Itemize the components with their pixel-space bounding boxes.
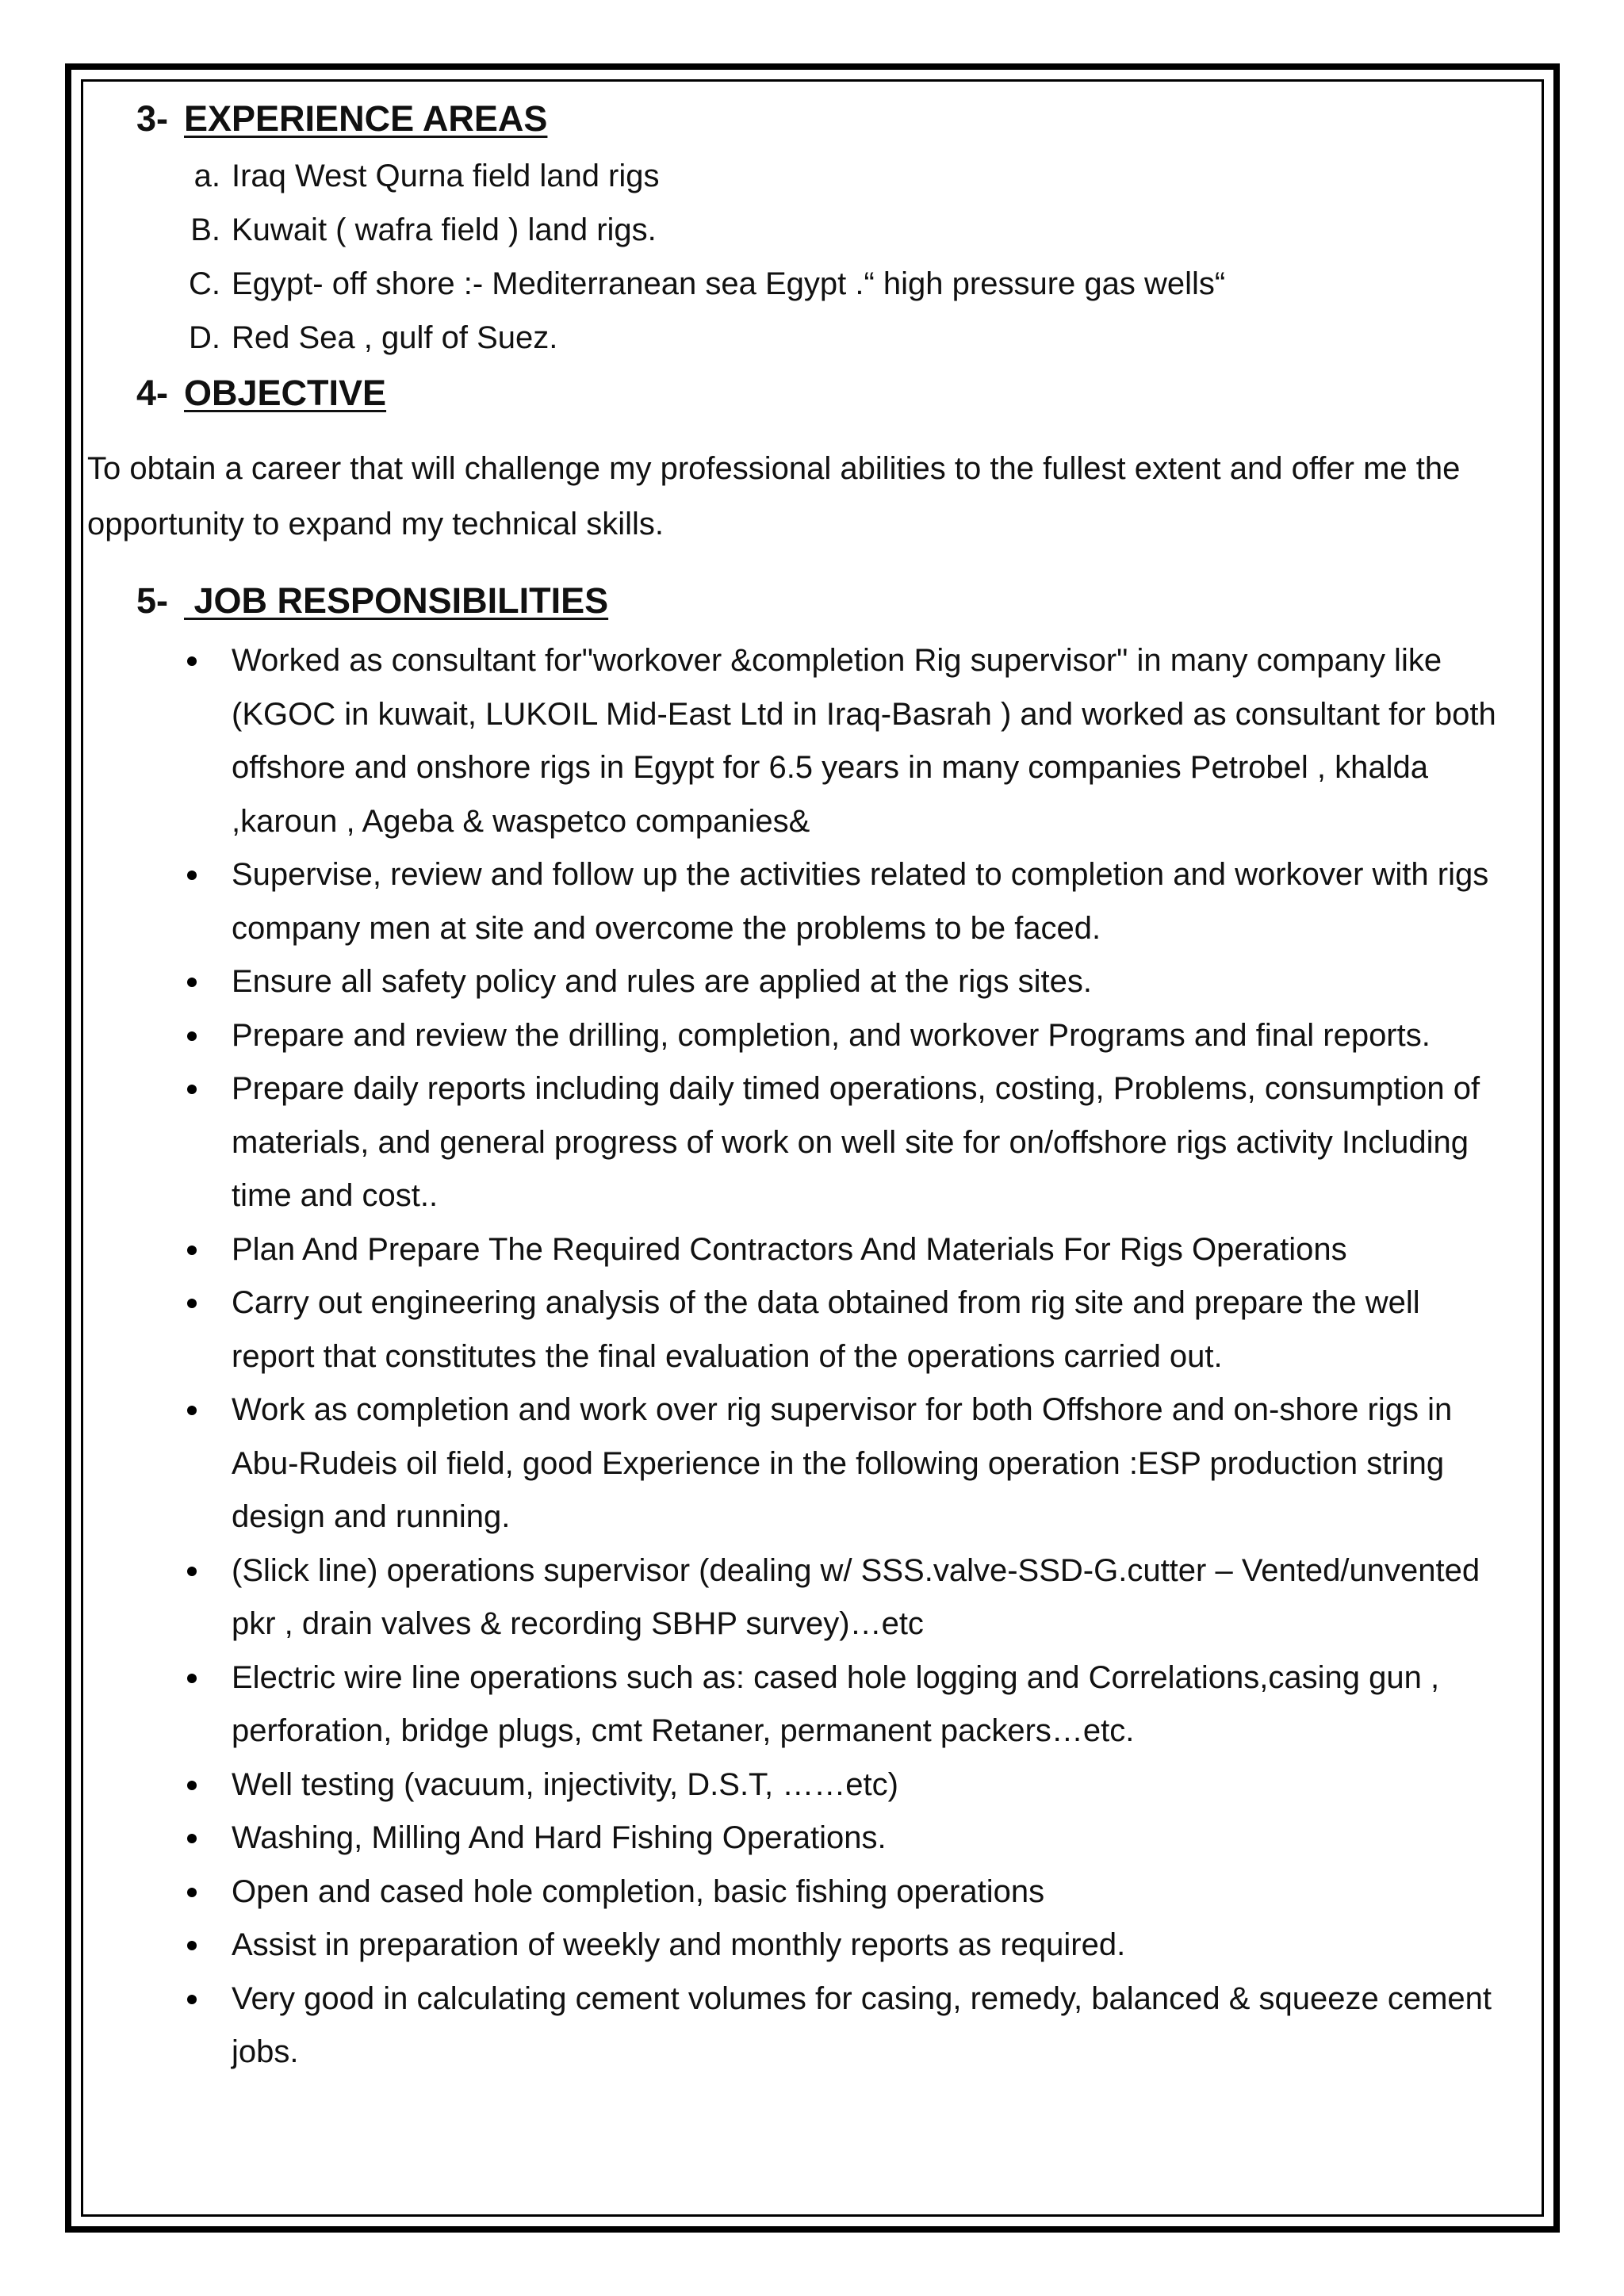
list-item (136, 1544, 1516, 1651)
section-number: 3- (136, 98, 169, 139)
list-item (136, 1866, 1516, 1919)
list-item (136, 203, 1516, 257)
list-item (136, 1276, 1516, 1383)
bullet-icon (136, 1544, 232, 1651)
bullet-icon (136, 1758, 232, 1812)
list-item (136, 1383, 1516, 1544)
list-item-text: Open and cased hole completion, basic fishing operations (232, 1873, 1045, 1909)
list-item (136, 1758, 1516, 1812)
section-number: 5- (136, 580, 169, 621)
bullet-icon (136, 1973, 232, 2080)
list-marker: D. (189, 320, 220, 355)
list-item (136, 311, 1516, 365)
bullet-icon (136, 1383, 232, 1544)
list-item (136, 257, 1516, 311)
list-item (136, 1812, 1516, 1866)
experience-areas-list (136, 149, 1516, 365)
section-title: JOB RESPONSIBILITIES (184, 580, 609, 621)
document-content (87, 94, 1516, 2080)
section-title: EXPERIENCE AREAS (184, 98, 548, 139)
list-item-text: (Slick line) operations supervisor (dealing w/ SSS.valve-SSD-G.cutter – Vented/unvented pkr , drain valves & recording SBHP survey)…etc (232, 1552, 1480, 1641)
list-item-text: Red Sea , gulf of Suez. (232, 320, 558, 355)
list-item (136, 149, 1516, 203)
list-item-text: Worked as consultant for"workover &completion Rig supervisor" in many company like (KGOC in kuwait, LUKOIL Mid-East Ltd in Iraq-Basrah ) and worked as consultant for both offshore and onshore rigs in Egypt for 6.5 years in many companies Petrobel , khalda ,karoun , Ageba & waspetco companies& (232, 643, 1496, 839)
list-item-text: Egypt- off shore :- Mediterranean sea Egypt .“ high pressure gas wells“ (232, 266, 1226, 301)
list-item (136, 1973, 1516, 2080)
bullet-icon (136, 1812, 232, 1866)
list-marker: a. (193, 159, 220, 193)
list-item-text: Very good in calculating cement volumes for casing, remedy, balanced & squeeze cement jobs. (232, 1980, 1492, 2069)
list-item (136, 1651, 1516, 1758)
list-item-text: Supervise, review and follow up the activities related to completion and workover with rigs company men at site and overcome the problems to be faced. (232, 857, 1489, 946)
bullet-icon (136, 1651, 232, 1758)
bullet-icon (136, 1062, 232, 1223)
bullet-icon (136, 634, 232, 848)
list-item (136, 634, 1516, 848)
objective-section (87, 368, 1516, 552)
job-responsibilities-section (136, 576, 1516, 2080)
list-item (136, 848, 1516, 955)
job-responsibilities-heading (136, 576, 1516, 626)
list-item-text: Well testing (vacuum, injectivity, D.S.T, ……etc) (232, 1766, 898, 1802)
list-item-text: Assist in preparation of weekly and monthly reports as required. (232, 1927, 1126, 1962)
list-marker: B. (190, 212, 220, 247)
list-item-text: Prepare and review the drilling, completion, and workover Programs and final reports. (232, 1017, 1431, 1053)
section-number: 4- (136, 373, 169, 413)
list-item-text: Washing, Milling And Hard Fishing Operations. (232, 1820, 887, 1855)
bullet-icon (136, 1009, 232, 1063)
list-item-text: Plan And Prepare The Required Contractors And Materials For Rigs Operations (232, 1231, 1347, 1267)
list-item-text: Prepare daily reports including daily timed operations, costing, Problems, consumption of materials, and general progress of work on well site for on/offshore rigs activity Including time and cost.. (232, 1071, 1480, 1213)
bullet-icon (136, 1919, 232, 1973)
bullet-icon (136, 1276, 232, 1383)
objective-heading (136, 368, 1516, 419)
objective-text: To obtain a career that will challenge my professional abilities to the fullest extent and offer me the opportunity to expand my technical skills. (87, 451, 1461, 541)
experience-areas-section (136, 94, 1516, 365)
bullet-icon (136, 1223, 232, 1277)
list-item (136, 1009, 1516, 1063)
list-item-text: Carry out engineering analysis of the data obtained from rig site and prepare the well report that constitutes the final evaluation of the operations carried out. (232, 1285, 1420, 1374)
list-item (136, 1919, 1516, 1973)
list-item-text: Work as completion and work over rig supervisor for both Offshore and on-shore rigs in Abu-Rudeis oil field, good Experience in the following operation :ESP production string design and running. (232, 1392, 1453, 1534)
list-item-text: Iraq West Qurna field land rigs (232, 159, 660, 193)
bullet-icon (136, 1866, 232, 1919)
responsibilities-list (136, 634, 1516, 2080)
list-item-text: Electric wire line operations such as: cased hole logging and Correlations,casing gun , perforation, bridge plugs, cmt Retaner, permanent packers…etc. (232, 1659, 1440, 1748)
list-item (136, 1223, 1516, 1277)
list-item (136, 955, 1516, 1009)
experience-areas-heading (136, 94, 1516, 144)
bullet-icon (136, 848, 232, 955)
list-item (136, 1062, 1516, 1223)
bullet-icon (136, 955, 232, 1009)
list-item-text: Kuwait ( wafra field ) land rigs. (232, 212, 657, 247)
section-title: OBJECTIVE (184, 373, 387, 413)
list-marker: C. (189, 266, 220, 301)
list-item-text: Ensure all safety policy and rules are applied at the rigs sites. (232, 964, 1093, 999)
